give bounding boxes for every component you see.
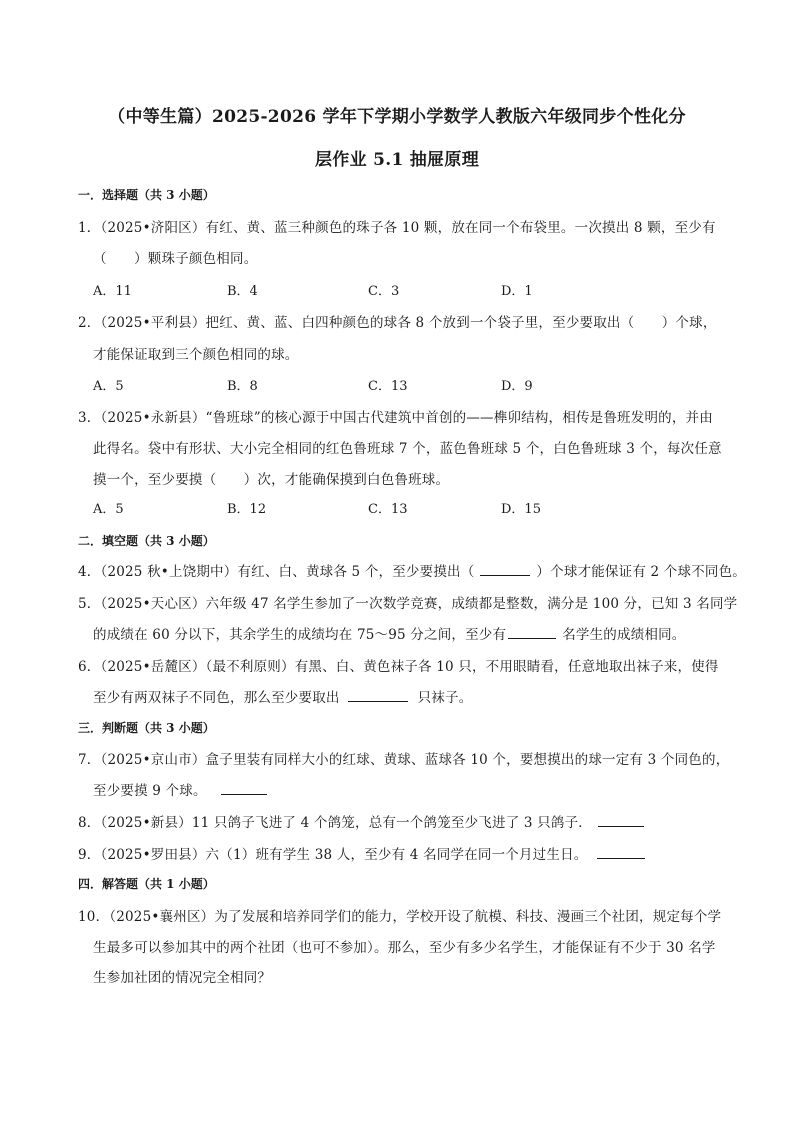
question-7-text: 至少要摸 9 个球。 — [93, 783, 207, 799]
question-7-line-2 — [93, 779, 267, 799]
question-7-answer-blank — [221, 781, 267, 795]
question-1-option-d: D．1 — [501, 284, 533, 299]
question-5-answer-blank — [508, 625, 556, 639]
question-3-option-b: B．12 — [227, 502, 267, 517]
question-6-answer-blank — [348, 688, 408, 702]
question-9 — [78, 843, 645, 863]
question-10-line-3: 生参加社团的情况完全相同？ — [93, 970, 272, 986]
section-heading-judge: 三．判断题（共 3 小题） — [78, 721, 215, 735]
section-heading-solve: 四．解答题（共 1 小题） — [78, 877, 215, 891]
question-1-line-2: （ ）颗珠子颜色相同。 — [93, 251, 258, 267]
question-4-text-before: 4．（2025 秋•上饶期中）有红、白、黄球各 5 个，至少要摸出（ — [78, 564, 475, 580]
question-2-option-c: C．13 — [368, 379, 408, 394]
question-9-answer-blank — [597, 845, 645, 859]
question-8-answer-blank — [598, 813, 644, 827]
question-8-text: 8．（2025•新县）11 只鸽子飞进了 4 个鸽笼，总有一个鸽笼至少飞进了 3 只鸽子． — [78, 815, 592, 831]
question-3-option-c: C．13 — [368, 502, 408, 517]
question-3-line-2: 此得名。袋中有形状、大小完全相同的红色鲁班球 7 个，蓝色鲁班球 5 个，白色鲁班球 3 个，每次任意 — [93, 441, 722, 457]
question-2-line-2: 才能保证取到三个颜色相同的球。 — [93, 347, 299, 363]
question-2-line-1: 2．（2025•平利县）把红、黄、蓝、白四种颜色的球各 8 个放到一个袋子里，至少要取出（ ）个球， — [78, 315, 717, 331]
question-4-answer-blank — [480, 562, 530, 576]
question-6-text-before: 至少有两双袜子不同色，那么至少要取出 — [93, 690, 340, 706]
section-heading-choice: 一．选择题（共 3 小题） — [78, 188, 215, 202]
question-7-line-1: 7．（2025•京山市）盒子里装有同样大小的红球、黄球、蓝球各 10 个，要想摸出的球一定有 3 个同色的， — [78, 752, 730, 768]
question-6-line-2 — [93, 686, 472, 706]
document-title-line-2: 层作业 5.1 抽屉原理 — [314, 150, 479, 170]
question-6-text-after: 只袜子。 — [417, 690, 473, 706]
question-8 — [78, 811, 644, 831]
question-3-line-3: 摸一个，至少要摸（ ）次，才能确保摸到白色鲁班球。 — [93, 472, 450, 488]
question-6-line-1: 6．（2025•岳麓区）（最不利原则）有黑、白、黄色袜子各 10 只，不用眼睛看，任意地取出袜子来，使得 — [78, 659, 719, 675]
question-1-option-b: B．4 — [227, 284, 258, 299]
question-10-line-1: 10．（2025•襄州区）为了发展和培养同学们的能力，学校开设了航模、科技、漫画三个社团，规定每个学 — [78, 909, 722, 925]
question-2-option-d: D．9 — [501, 379, 533, 394]
question-10-line-2: 生最多可以参加其中的两个社团（也可不参加）。那么，至少有多少名学生，才能保证有不少于 30 名学 — [93, 940, 716, 956]
question-1-option-a: A．11 — [93, 284, 132, 299]
question-1-line-1: 1．（2025•济阳区）有红、黄、蓝三种颜色的珠子各 10 颗，放在同一个布袋里。一次摸出 8 颗，至少有 — [78, 220, 716, 236]
question-5-line-1: 5．（2025•天心区）六年级 47 名学生参加了一次数学竞赛，成绩都是整数，满分是 100 分，已知 3 名同学 — [78, 596, 738, 612]
question-9-text: 9．（2025•罗田县）六（1）班有学生 38 人，至少有 4 名同学在同一个月过生日。 — [78, 847, 588, 863]
document-title-line-1: （中等生篇）2025-2026 学年下学期小学数学人教版六年级同步个性化分 — [108, 107, 686, 127]
section-heading-fill: 二．填空题（共 3 小题） — [78, 534, 215, 548]
question-3-option-d: D．15 — [501, 502, 541, 517]
question-3-line-1: 3．（2025•永新县）“鲁班球”的核心源于中国古代建筑中首创的——榫卯结构，相传是鲁班发明的，并由 — [78, 410, 713, 426]
question-4 — [78, 560, 746, 580]
question-1-option-c: C．3 — [368, 284, 400, 299]
question-2-option-a: A．5 — [93, 379, 124, 394]
question-5-text-before: 的成绩在 60 分以下，其余学生的成绩均在 75～95 分之间，至少有 — [93, 627, 507, 643]
question-5-text-after: 名学生的成绩相同。 — [562, 627, 686, 643]
question-3-option-a: A．5 — [93, 502, 124, 517]
question-2-option-b: B．8 — [227, 379, 258, 394]
question-5-line-2 — [93, 623, 686, 643]
question-4-text-after: ）个球才能保证有 2 个球不同色。 — [536, 564, 746, 580]
